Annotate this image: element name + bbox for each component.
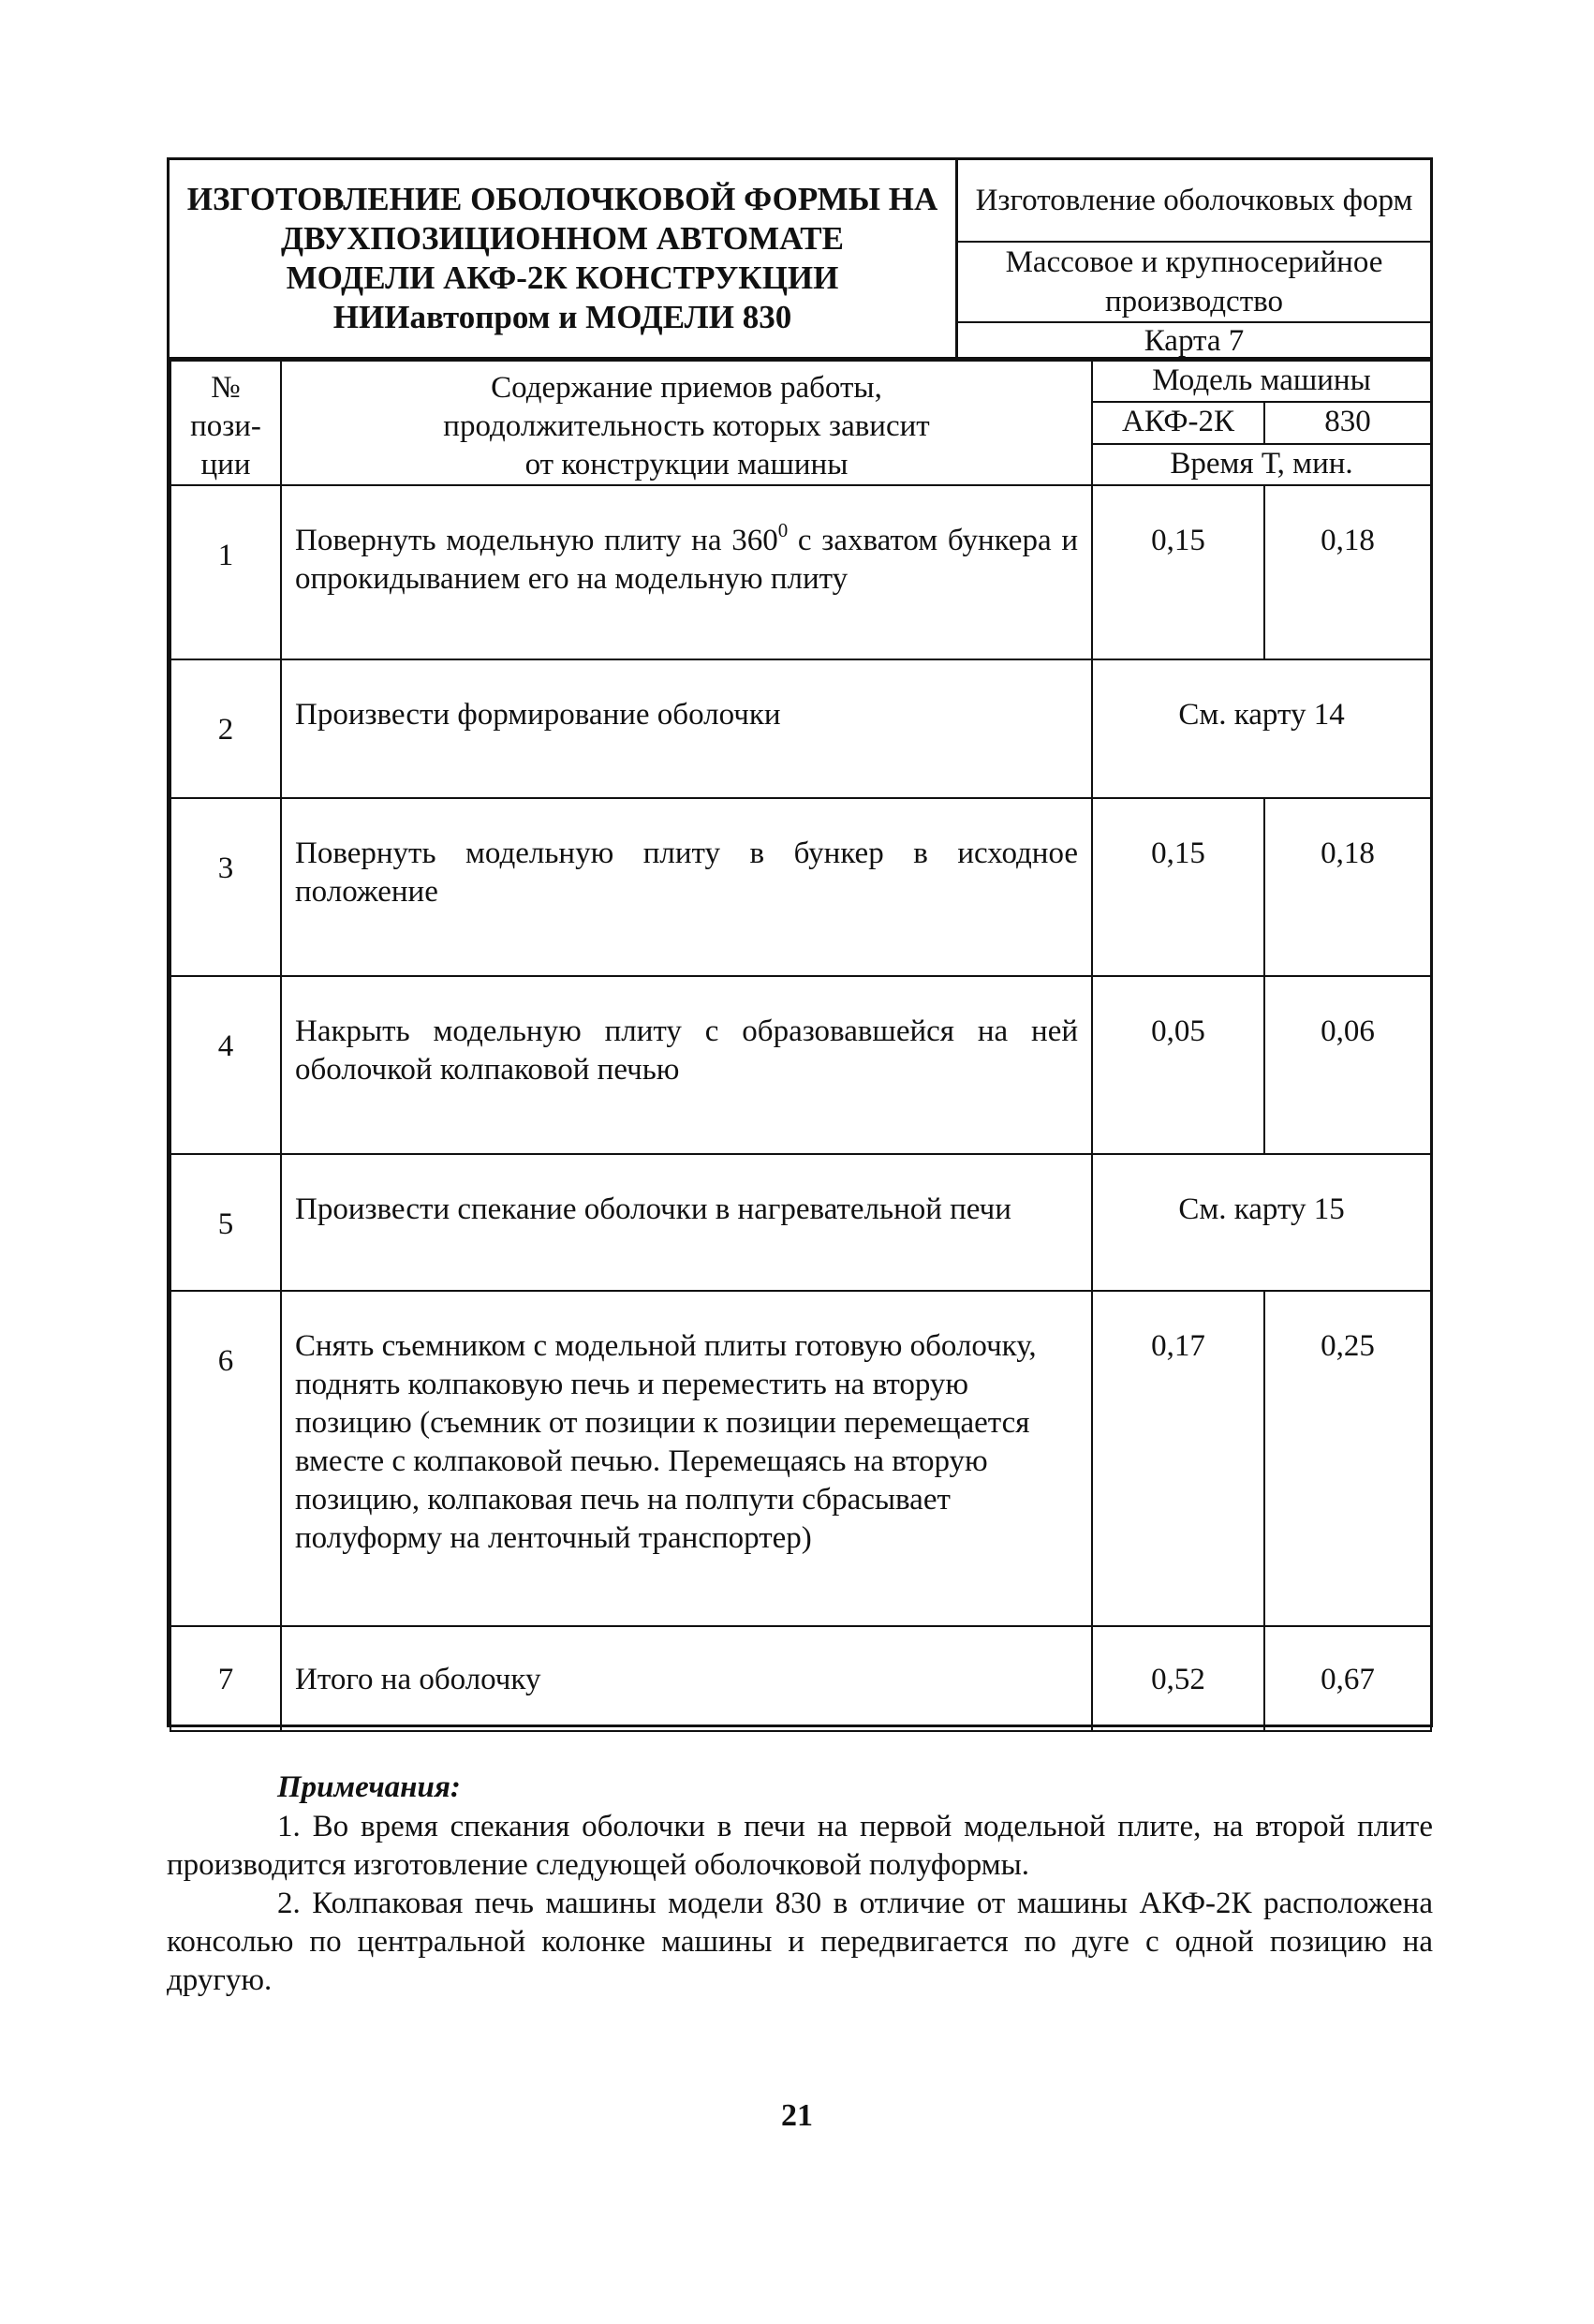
row-content: Снять съемником с модельной плиты готовую оболочку, поднять колпаковую печь и переместить на вторую позицию (съемник от позиции к позиции перемещается вместе с колпаковой печью. Перемещаясь на вторую позицию, колпаковая печь на полпути сбрасывает полуформу на ленточный транспортер) xyxy=(281,1291,1092,1626)
column-header-akf2k: АКФ-2К xyxy=(1092,402,1264,443)
time-830: 0,18 xyxy=(1264,485,1431,659)
table-row xyxy=(170,976,1431,1154)
notes-section xyxy=(167,1769,1433,2000)
row-number: 2 xyxy=(170,659,281,798)
row-content-text: с захватом бункера и опрокидыванием его на модельную плиту xyxy=(295,524,1078,596)
notes-title: Примечания: xyxy=(277,1770,461,1804)
row-content: Произвести спекание оболочки в нагревательной печи xyxy=(281,1154,1092,1291)
column-header-line: ции xyxy=(200,448,251,481)
card-reference: См. карту 15 xyxy=(1092,1154,1431,1291)
row-number: 6 xyxy=(170,1291,281,1626)
card-header xyxy=(167,157,1433,357)
time-akf2k: 0,05 xyxy=(1092,976,1264,1154)
note-item: 1. Во время спекания оболочки в печи на первой модельной плите, на второй плите производится изготовление следующей оболочковой полуформы. xyxy=(167,1810,1433,1882)
card-title-line: ИЗГОТОВЛЕНИЕ ОБОЛОЧКОВОЙ ФОРМЫ НА xyxy=(186,181,938,217)
card-title-line: ДВУХПОЗИЦИОННОМ АВТОМАТЕ xyxy=(280,220,844,257)
degree-superscript: 0 xyxy=(777,519,789,541)
time-830: 0,06 xyxy=(1264,976,1431,1154)
table-row xyxy=(170,485,1431,659)
time-akf2k: 0,15 xyxy=(1092,485,1264,659)
column-header-time: Время Т, мин. xyxy=(1092,444,1431,485)
column-header-line: Содержание приемов работы, xyxy=(491,371,882,405)
column-header-content xyxy=(281,361,1092,485)
page-number: 21 xyxy=(781,2098,813,2133)
table-row-total xyxy=(170,1626,1431,1731)
column-header-line: пози- xyxy=(190,409,261,443)
time-830: 0,25 xyxy=(1264,1291,1431,1626)
time-akf2k: 0,15 xyxy=(1092,798,1264,976)
table-row xyxy=(170,1154,1431,1291)
production-type: Массовое и крупносерийное производство xyxy=(958,243,1430,323)
column-header-line: от конструкции машины xyxy=(524,448,849,481)
row-content xyxy=(281,485,1092,659)
table-row xyxy=(170,1291,1431,1626)
row-number: 1 xyxy=(170,485,281,659)
note-item: 2. Колпаковая печь машины модели 830 в отличие от машины АКФ-2К расположена консолью по центральной колонке машины и передвигается по дуге с одной позицию на другую. xyxy=(167,1887,1433,1997)
card-meta xyxy=(958,160,1430,357)
row-content: Накрыть модельную плиту с образовавшейся на ней оболочкой колпаковой печью xyxy=(281,976,1092,1154)
card-title-line: МОДЕЛИ АКФ-2К КОНСТРУКЦИИ xyxy=(286,259,839,296)
time-akf2k: 0,17 xyxy=(1092,1291,1264,1626)
card-reference: См. карту 14 xyxy=(1092,659,1431,798)
column-header-model: Модель машины xyxy=(1092,361,1431,402)
column-header-line: № xyxy=(211,371,241,405)
row-number: 7 xyxy=(170,1626,281,1731)
row-number: 5 xyxy=(170,1154,281,1291)
row-number: 3 xyxy=(170,798,281,976)
operations-table xyxy=(167,357,1433,1727)
row-content: Произвести формирование оболочки xyxy=(281,659,1092,798)
time-830: 0,67 xyxy=(1264,1626,1431,1731)
time-830: 0,18 xyxy=(1264,798,1431,976)
row-content-text: Повернуть модельную плиту на 360 xyxy=(295,524,778,557)
row-number: 4 xyxy=(170,976,281,1154)
column-header-line: продолжительность которых зависит xyxy=(443,409,930,443)
row-content: Повернуть модельную плиту в бункер в исходное положение xyxy=(281,798,1092,976)
card-title xyxy=(170,160,958,357)
row-content: Итого на оболочку xyxy=(281,1626,1092,1731)
card-number: Карта 7 xyxy=(1144,324,1245,358)
process-name: Изготовление оболочковых форм xyxy=(958,160,1430,243)
card-title-line: НИИавтопром и МОДЕЛИ 830 xyxy=(332,299,792,335)
time-akf2k: 0,52 xyxy=(1092,1626,1264,1731)
table-row xyxy=(170,659,1431,798)
column-header-830: 830 xyxy=(1264,402,1431,443)
table-row xyxy=(170,798,1431,976)
column-header-number xyxy=(170,361,281,485)
